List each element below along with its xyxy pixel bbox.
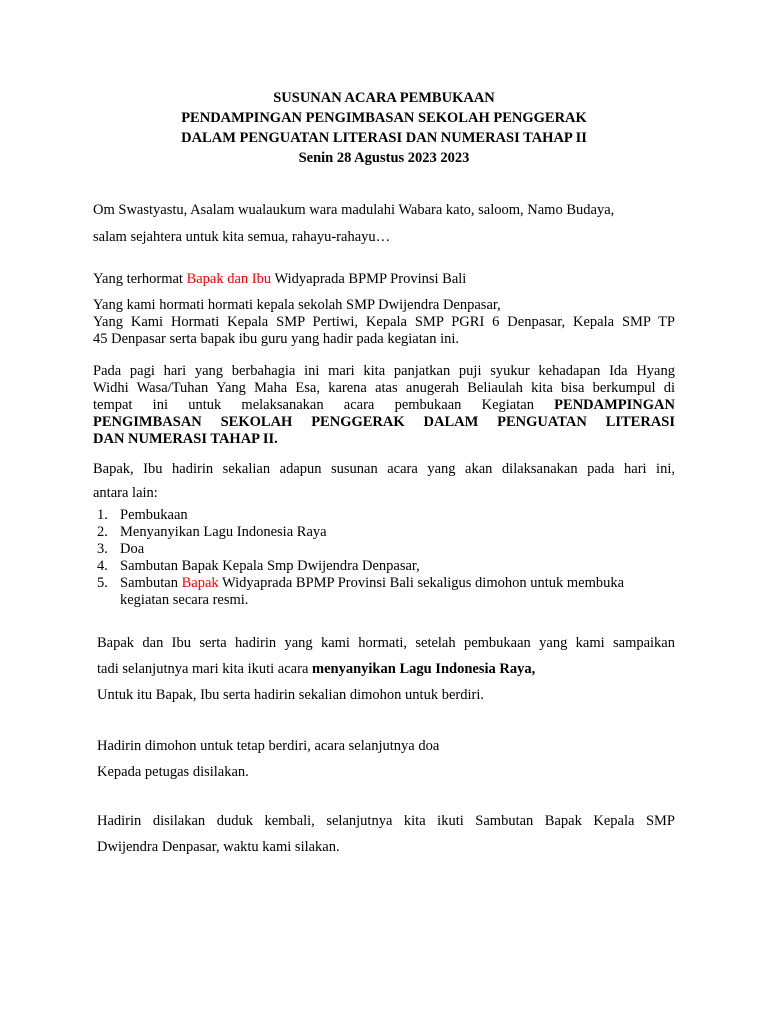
title-line-1: SUSUNAN ACARA PEMBUKAAN [273, 90, 495, 106]
list-item: 5. Sambutan Bapak Widyaprada BPMP Provinsi Bali sekaligus dimohon untuk membuka kegiatan secara resmi. [97, 575, 625, 608]
title-date: Senin 28 Agustus 2023 2023 [298, 150, 470, 166]
agenda-intro [93, 457, 675, 505]
opening-line-1: Pada pagi hari yang berbahagia ini mari kita panjatkan puji syukur kehadapan Ida Hyang [93, 363, 675, 379]
anthem-line-3: Untuk itu Bapak, Ibu serta hadirin sekalian dimohon untuk berdiri. [97, 687, 484, 703]
opening-line-2: Widhi Wasa/Tuhan Yang Maha Esa, karena atas anugerah Beliaulah kita bisa berkumpul di [93, 380, 675, 396]
greeting-line-2: salam sejahtera untuk kita semua, rahayu-rahayu… [93, 229, 391, 245]
opening-line-5: DAN NUMERASI TAHAP II. [93, 431, 278, 447]
respect-line-4: 45 Denpasar serta bapak ibu guru yang hadir pada kegiatan ini. [93, 331, 459, 347]
anthem-line-2: tadi selanjutnya mari kita ikuti acara menyanyikan Lagu Indonesia Raya, [97, 661, 536, 677]
opening-paragraph [93, 363, 675, 448]
respect-highlight: Bapak dan Ibu [186, 271, 272, 287]
greeting-line-1: Om Swastyastu, Asalam wualaukum wara madulahi Wabara kato, saloom, Namo Budaya, [93, 202, 615, 218]
opening-line-3 [93, 397, 675, 414]
agenda-highlight: Bapak [181, 575, 219, 591]
list-item: 2. Menyanyikan Lagu Indonesia Raya [97, 524, 327, 540]
speech-line-2: Dwijendra Denpasar, waktu kami silakan. [97, 839, 340, 855]
title-line-2: PENDAMPINGAN PENGIMBASAN SEKOLAH PENGGERAK [181, 110, 587, 126]
agenda-intro-line-2: antara lain: [93, 485, 158, 501]
speech-line-1: Hadirin disilakan duduk kembali, selanjutnya kita ikuti Sambutan Bapak Kepala SMP [97, 813, 675, 829]
greeting-paragraph [93, 197, 675, 251]
agenda-intro-line-1: Bapak, Ibu hadirin sekalian adapun susunan acara yang akan dilaksanakan pada hari ini, [93, 461, 675, 477]
prayer-line-1: Hadirin dimohon untuk tetap berdiri, acara selanjutnya doa [97, 738, 440, 754]
prayer-line-2: Kepada petugas disilakan. [97, 764, 249, 780]
opening-line-3-bold: PENDAMPINGAN [554, 397, 675, 413]
anthem-paragraph [97, 630, 675, 708]
list-item: 1. Pembukaan [97, 507, 188, 523]
anthem-line-1: Bapak dan Ibu serta hadirin yang kami hormati, setelah pembukaan yang kami sampaikan [97, 635, 675, 651]
respect-suffix: Widyaprada BPMP Provinsi Bali [271, 271, 467, 287]
prayer-paragraph [97, 733, 675, 785]
agenda-list [93, 507, 675, 609]
respect-prefix: Yang terhormat [93, 271, 187, 287]
title-line-3: DALAM PENGUATAN LITERASI DAN NUMERASI TAHAP II [181, 130, 587, 146]
respect-line-3: Yang Kami Hormati Kepala SMP Pertiwi, Kepala SMP PGRI 6 Denpasar, Kepala SMP TP [93, 314, 675, 330]
speech-paragraph [97, 808, 675, 860]
opening-line-4: PENGIMBASAN SEKOLAH PENGGERAK DALAM PENGUATAN LITERASI [93, 414, 675, 430]
anthem-bold: menyanyikan Lagu Indonesia Raya, [312, 661, 536, 677]
respect-line-2: Yang kami hormati hormati kepala sekolah SMP Dwijendra Denpasar, [93, 297, 501, 313]
list-item: 4. Sambutan Bapak Kepala Smp Dwijendra Denpasar, [97, 558, 420, 574]
respect-paragraph [93, 297, 675, 348]
opening-line-3-text: tempat ini untuk melaksanakan acara pembukaan Kegiatan [93, 397, 555, 413]
document-title [0, 88, 768, 168]
list-item: 3. Doa [97, 541, 145, 557]
respect-line-1 [93, 271, 675, 288]
